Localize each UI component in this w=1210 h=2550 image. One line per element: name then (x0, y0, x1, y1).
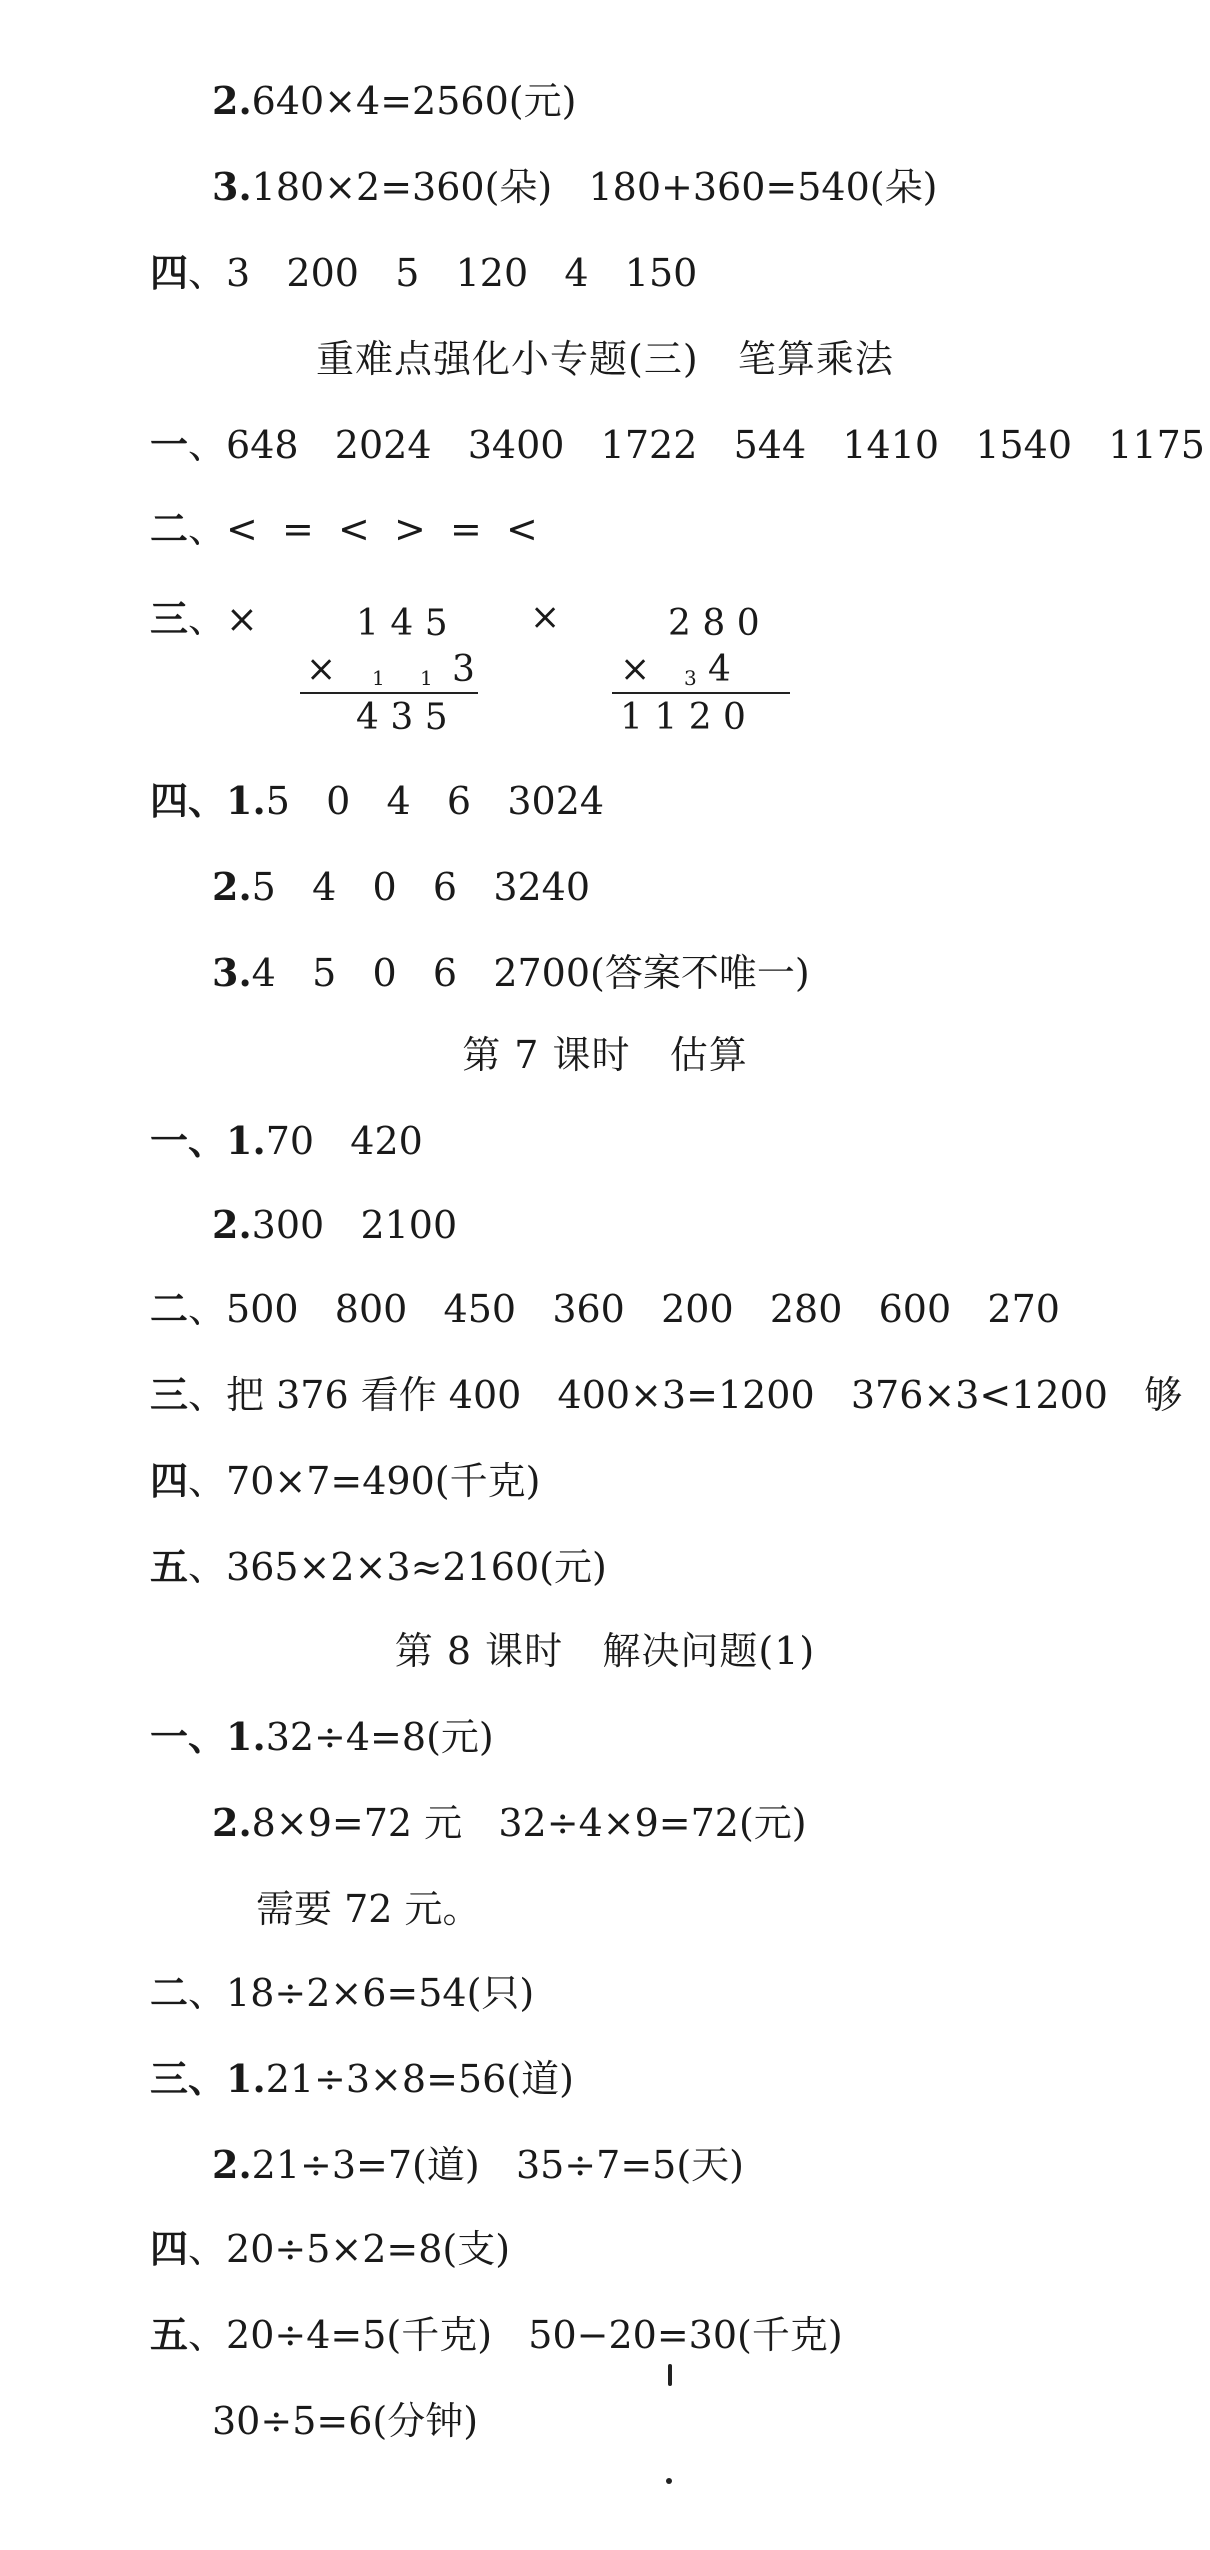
answer-line-6 (150, 1544, 607, 1589)
item-number: 、1. (188, 1714, 266, 1759)
item-number: 2. (212, 2142, 252, 2187)
answer-line-2 (212, 1202, 458, 1247)
section-mark: 五 (150, 1544, 189, 1589)
answer-text: 5 0 4 6 3024 (265, 779, 605, 823)
answer-line-1 (150, 422, 1205, 467)
answer-text: 21÷3×8=56(道) (265, 2057, 574, 2101)
section-mark: 三 (150, 596, 189, 641)
answer-line-5 (150, 2056, 574, 2101)
answer-line-5 (212, 864, 591, 909)
answer-text: 30÷5=6(分钟) (212, 2399, 479, 2443)
answer-line-6 (212, 2142, 744, 2187)
answer-line-3 (150, 596, 258, 641)
item-number: 2. (212, 864, 252, 909)
answer-text: 32÷4=8(元) (265, 1715, 494, 1759)
answer-line-2 (212, 1800, 807, 1845)
section-mark: 四 (150, 778, 189, 823)
answer-line-9 (212, 2399, 479, 2443)
calc-b-result: 1 1 2 0 (620, 697, 746, 738)
answer-line-5 (150, 1458, 541, 1503)
item-number: 、1. (188, 778, 266, 823)
answer-line-4 (150, 250, 698, 295)
answer-text: 、18÷2×6=54(只) (188, 1971, 535, 2015)
item-number: 2. (212, 78, 252, 123)
section-mark: 三 (150, 1372, 189, 1417)
answer-text: 5 4 0 6 3240 (251, 865, 591, 909)
answer-line-7 (150, 2226, 511, 2271)
calc-b-rule (612, 692, 790, 694)
answer-text: 、3 200 5 120 4 150 (188, 251, 698, 295)
answer-line-8 (150, 2312, 843, 2357)
answer-text: 300 2100 (251, 1203, 458, 1247)
answer-text: 、648 2024 3400 1722 544 1410 1540 1175 (188, 423, 1205, 467)
ink-mark (668, 2364, 672, 2386)
section-mark: 一 (150, 1714, 189, 1759)
item-number: 、1. (188, 1118, 266, 1163)
section-mark: 四 (150, 1458, 189, 1503)
calc-b-top: 2 8 0 (668, 603, 760, 644)
answer-text: 、500 800 450 360 200 280 600 270 (188, 1287, 1060, 1331)
section-title: 第 7 课时 估算 (462, 1033, 748, 1077)
answer-line-1 (150, 1714, 494, 1759)
section-mark: 五 (150, 2312, 189, 2357)
calc-a-result: 4 3 5 (356, 697, 448, 738)
wrong-mark-2: × (530, 597, 561, 638)
section-mark: 二 (150, 506, 189, 551)
section-mark: 一 (150, 422, 189, 467)
answer-text: 需要 72 元。 (256, 1887, 481, 1931)
answer-text: 、20÷5×2=8(支) (188, 2227, 511, 2271)
item-number: 2. (212, 1800, 252, 1845)
answer-text: 、把 376 看作 400 400×3=1200 376×3<1200 够 (188, 1373, 1183, 1417)
calc-b-multiply-sign: × (620, 649, 651, 690)
answer-line-3 (256, 1887, 481, 1931)
item-number: 、1. (188, 2056, 266, 2101)
calc-b-carry: 3 (684, 666, 697, 690)
ink-dot (666, 2478, 672, 2484)
calc-a-multiplier: 3 (452, 649, 475, 690)
answer-text: 、365×2×3≈2160(元) (188, 1545, 607, 1589)
calc-a-carry-1: 1 (372, 666, 385, 690)
item-number: 3. (212, 950, 252, 995)
section-mark: 二 (150, 1970, 189, 2015)
calc-b-multiplier: 4 (708, 649, 731, 690)
answer-text: 70 420 (265, 1119, 423, 1163)
section-title: 重难点强化小专题(三) 笔算乘法 (316, 337, 894, 381)
section-mark: 一 (150, 1118, 189, 1163)
calc-a-rule (300, 692, 478, 694)
answer-line-1 (150, 1118, 423, 1163)
section-title: 第 8 课时 解决问题(1) (394, 1629, 816, 1673)
answer-line-4 (150, 1372, 1183, 1417)
answer-text: 、70×7=490(千克) (188, 1459, 541, 1503)
answer-line-2 (150, 506, 538, 551)
calc-a-top: 1 4 5 (356, 603, 448, 644)
item-number: 2. (212, 1202, 252, 1247)
answer-text: 、× (188, 597, 258, 641)
item-number: 3. (212, 164, 252, 209)
section-mark: 四 (150, 250, 189, 295)
calc-a-multiply-sign: × (306, 649, 337, 690)
section-mark: 四 (150, 2226, 189, 2271)
answer-line-4 (150, 778, 605, 823)
answer-line-2 (212, 78, 577, 123)
answer-text: 21÷3=7(道) 35÷7=5(天) (251, 2143, 744, 2187)
answer-text: 4 5 0 6 2700(答案不唯一) (251, 951, 810, 995)
answer-line-4 (150, 1970, 535, 2015)
answer-line-6 (212, 950, 810, 995)
answer-text: 、20÷4=5(千克) 50−20=30(千克) (188, 2313, 843, 2357)
answer-text: 、< = < > = < (188, 507, 538, 551)
answer-text: 640×4=2560(元) (251, 79, 577, 123)
section-mark: 二 (150, 1286, 189, 1331)
section-mark: 三 (150, 2056, 189, 2101)
answer-text: 180×2=360(朵) 180+360=540(朵) (251, 165, 938, 209)
answer-text: 8×9=72 元 32÷4×9=72(元) (251, 1801, 807, 1845)
answer-line-3 (212, 164, 938, 209)
answer-line-3 (150, 1286, 1060, 1331)
calc-a-carry-2: 1 (420, 666, 433, 690)
